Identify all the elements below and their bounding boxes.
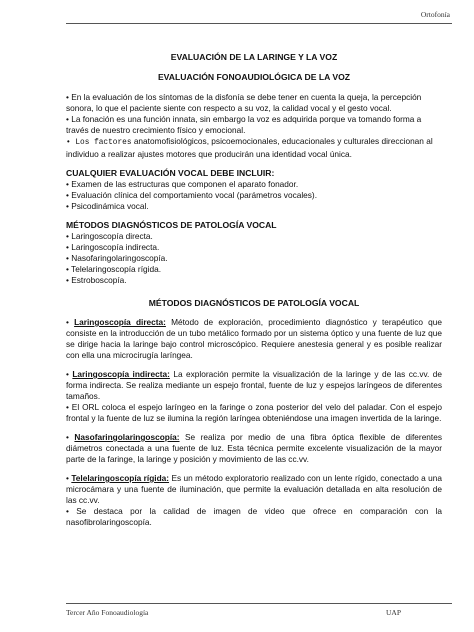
bullet: • bbox=[66, 473, 72, 483]
footer-right: UAP bbox=[386, 608, 402, 617]
list-item: • Laringoscopía directa. bbox=[66, 231, 153, 241]
list-item: • Laringoscopía indirecta. bbox=[66, 242, 160, 252]
intro-mono-prefix: • Los factores bbox=[66, 139, 132, 147]
intro-paragraph-rest: anatomofisiológicos, psicoemocionales, educacionales y culturales direccionan al individuo a realizar ajustes motores que producirán una identidad vocal única. bbox=[66, 136, 433, 159]
detail-term: Telelaringoscopía rígida: bbox=[71, 473, 170, 483]
running-header: Ortofonía bbox=[420, 10, 450, 19]
list-item: • Psicodinámica vocal. bbox=[66, 201, 149, 211]
methods-heading: MÉTODOS DIAGNÓSTICOS DE PATOLOGÍA VOCAL bbox=[66, 220, 277, 230]
detail-paragraph bbox=[66, 473, 442, 506]
header-rule bbox=[66, 23, 452, 24]
document-subtitle: EVALUACIÓN FONOAUDIOLÓGICA DE LA VOZ bbox=[157, 72, 351, 82]
detail-paragraph bbox=[66, 432, 442, 465]
detail-text: Es un método exploratorio realizado con un lente rígido, conectado a una microcámara y una fuente de iluminación, que permite la evaluación detallada en alta resolución de las cc.vv. bbox=[66, 473, 443, 505]
intro-paragraph: • En la evaluación de los síntomas de la disfonía se debe tener en cuenta la queja, la percepción sonora, lo que el paciente siente con respecto a su voz, la calidad vocal y el gesto vocal. bbox=[66, 92, 422, 113]
list-item: • Evaluación clínica del comportamiento vocal (parámetros vocales). bbox=[66, 190, 318, 200]
bullet: • bbox=[66, 369, 73, 379]
detail-paragraph bbox=[66, 317, 442, 361]
page-content bbox=[66, 52, 442, 528]
document-title: EVALUACIÓN DE LA LARINGE Y LA VOZ bbox=[170, 52, 338, 62]
detail-paragraph bbox=[66, 369, 442, 402]
list-item: • Nasofaringolaringoscopía. bbox=[66, 253, 168, 263]
detail-text: Método de exploración, procedimiento diagnóstico y terapéutico que consiste en la introducción de un tubo metálico formado por un sistema óptico y una fuente de luz que se dirige hacia la laringe bajo control microscópico. Requiere anestesia general y es posible realizar con ella una microcirugía laríngea. bbox=[66, 317, 442, 360]
include-list bbox=[66, 179, 442, 212]
methods-list bbox=[66, 231, 442, 286]
intro-paragraph: • La fonación es una función innata, sin embargo la voz es adquirida porque va tomando forma a través de nuestro crecimiento físico y emocional. bbox=[66, 114, 422, 135]
methods-section-title: MÉTODOS DIAGNÓSTICOS DE PATOLOGÍA VOCAL bbox=[148, 298, 360, 308]
intro-paragraph bbox=[66, 136, 442, 160]
method-detail-nasofaringolaringoscopia bbox=[66, 432, 442, 465]
list-item: • Telelaringoscopía rígida. bbox=[66, 264, 161, 274]
detail-term: Nasofaringolaringoscopía: bbox=[74, 432, 180, 442]
detail-term: Laringoscopía indirecta: bbox=[72, 369, 170, 379]
detail-text: La exploración permite la visualización de la laringe y de las cc.vv. de forma indirecta. Se realiza mediante un espejo frontal, fuente de luz y espejos laríngeos de diferentes tamaños. bbox=[66, 369, 442, 401]
footer-rule bbox=[66, 603, 452, 604]
bullet: • bbox=[66, 317, 75, 327]
detail-extra: • Se destaca por la calidad de imagen de video que ofrece en comparación con la nasofibrolaringoscopía. bbox=[66, 506, 442, 527]
bullet: • bbox=[66, 432, 75, 442]
footer-left: Tercer Año Fonoaudiología bbox=[66, 608, 149, 617]
detail-term: Laringoscopía directa: bbox=[74, 317, 166, 327]
method-detail-telelaringoscopia bbox=[66, 473, 442, 528]
method-detail-laringoscopia-indirecta bbox=[66, 369, 442, 424]
list-item: • Estroboscopía. bbox=[66, 275, 127, 285]
method-detail-laringoscopia-directa bbox=[66, 317, 442, 361]
intro-section bbox=[66, 92, 442, 160]
list-item: • Examen de las estructuras que componen el aparato fonador. bbox=[66, 179, 299, 189]
include-heading: CUALQUIER EVALUACIÓN VOCAL DEBE INCLUIR: bbox=[66, 168, 275, 178]
detail-text: Se realiza por medio de una fibra óptica flexible de diferentes diámetros conectada a una fuente de luz. Esta técnica permite excelente visualización de la mayor parte de la faringe, la laringe y posición y movimiento de las cc.vv. bbox=[66, 432, 442, 464]
detail-extra: • El ORL coloca el espejo laríngeo en la faringe o zona posterior del velo del paladar. Con el espejo frontal y la fuente de luz se ilumina la región laríngea obteniéndose una imagen invertida de la laringe. bbox=[66, 402, 442, 423]
